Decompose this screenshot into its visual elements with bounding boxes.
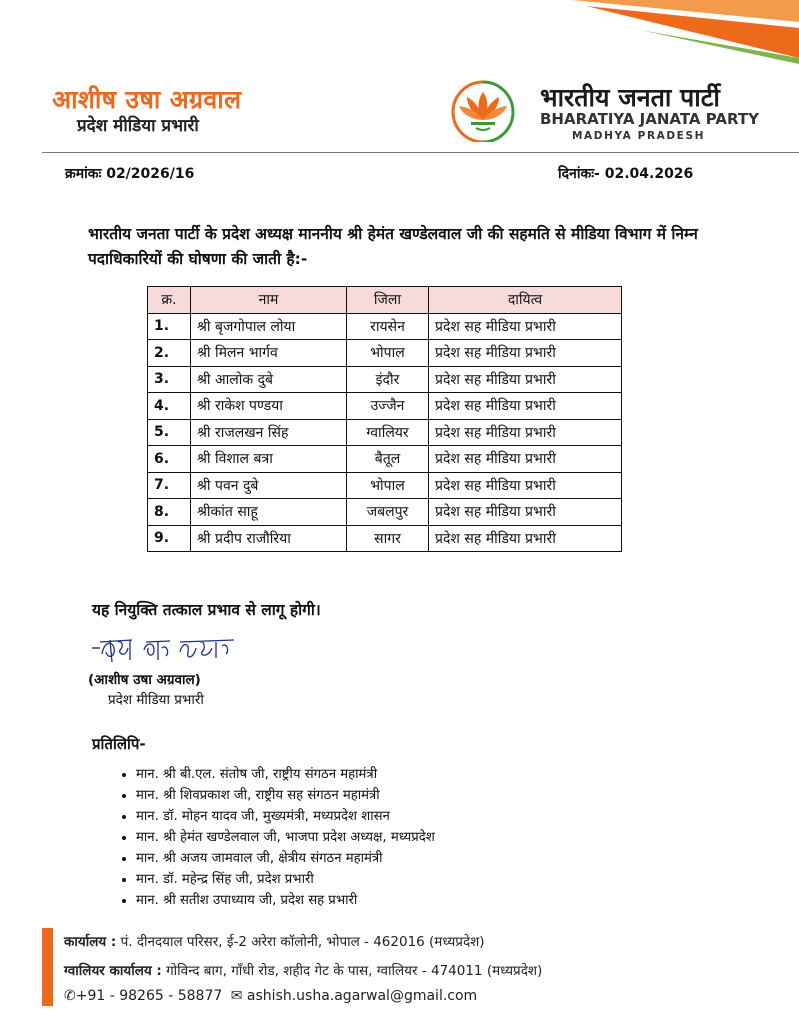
district-cell: ग्वालियर (347, 419, 429, 446)
table-row (148, 499, 622, 526)
name-cell: श्री आलोक दुबे (191, 366, 347, 393)
corner-stripe-decoration (0, 0, 799, 70)
table-row (148, 419, 622, 446)
serial-cell: 1. (148, 313, 191, 340)
header-divider (42, 152, 799, 153)
responsibility-cell: प्रदेश सह मीडिया प्रभारी (429, 313, 622, 340)
sender-title: प्रदेश मीडिया प्रभारी (77, 116, 199, 136)
table-row (148, 366, 622, 393)
table-row (148, 313, 622, 340)
gwalior-office-address-text: गोविन्द बाग, गाँधी रोड, शहीद गेट के पास, ग्वालियर - 474011 (मध्यप्रदेश) (166, 963, 543, 979)
name-cell: श्री विशाल बत्रा (191, 446, 347, 473)
list-item: • मान. श्री सतीश उपाध्याय जी, प्रदेश सह प्रभारी (136, 890, 435, 911)
office-label: कार्यालय : (64, 934, 117, 950)
office-address-text: पं. दीनदयाल परिसर, ई-2 अरेरा कॉलोनी, भोपाल - 462016 (मध्यप्रदेश) (120, 934, 485, 950)
email-icon: ✉ (230, 988, 243, 1004)
party-name-english: BHARATIYA JANATA PARTY (540, 110, 759, 128)
column-header-serial: क्र. (148, 287, 191, 314)
letter-date: दिनांकः- 02.04.2026 (558, 166, 694, 182)
effective-note: यह नियुक्ति तत्काल प्रभाव से लागू होगी। (92, 601, 321, 619)
name-cell: श्री प्रदीप राजौरिया (191, 525, 347, 552)
responsibility-cell: प्रदेश सह मीडिया प्रभारी (429, 393, 622, 420)
responsibility-cell: प्रदेश सह मीडिया प्रभारी (429, 340, 622, 367)
copy-recipient-list (112, 764, 435, 911)
signatory-title: प्रदेश मीडिया प्रभारी (108, 692, 204, 708)
party-name-hindi: भारतीय जनता पार्टी (540, 83, 720, 112)
responsibility-cell: प्रदेश सह मीडिया प्रभारी (429, 366, 622, 393)
district-cell: भोपाल (347, 340, 429, 367)
gwalior-office-address (64, 961, 542, 979)
serial-cell: 5. (148, 419, 191, 446)
list-item: • मान. श्री अजय जामवाल जी, क्षेत्रीय संगठन महामंत्री (136, 848, 435, 869)
district-cell: भोपाल (347, 472, 429, 499)
table-row (148, 446, 622, 473)
responsibility-cell: प्रदेश सह मीडिया प्रभारी (429, 525, 622, 552)
gwalior-office-label: ग्वालियर कार्यालय : (64, 963, 162, 979)
party-state: MADHYA PRADESH (572, 130, 706, 142)
list-item: • मान. श्री हेमंत खण्डेलवाल जी, भाजपा प्रदेश अध्यक्ष, मध्यप्रदेश (136, 827, 435, 848)
intro-paragraph: भारतीय जनता पार्टी के प्रदेश अध्यक्ष माननीय श्री हेमंत खण्डेलवाल जी की सहमति से मीडिया विभाग में निम्न पदाधिकारियों की घोषणा की जाती है:- (88, 225, 698, 268)
email-address[interactable]: ashish.usha.agarwal@gmail.com (246, 988, 478, 1004)
contact-line (64, 988, 477, 1004)
table-row (148, 472, 622, 499)
district-cell: रायसेन (347, 313, 429, 340)
name-cell: श्री राकेश पण्डया (191, 393, 347, 420)
responsibility-cell: प्रदेश सह मीडिया प्रभारी (429, 499, 622, 526)
serial-cell: 6. (148, 446, 191, 473)
responsibility-cell: प्रदेश सह मीडिया प्रभारी (429, 419, 622, 446)
name-cell: श्री बृजगोपाल लोया (191, 313, 347, 340)
appointees-table (147, 286, 622, 552)
table-header-row (148, 287, 622, 314)
table-row (148, 340, 622, 367)
reference-number: क्रमांकः 02/2026/16 (65, 166, 195, 182)
list-item: • मान. डॉ. महेन्द्र सिंह जी, प्रदेश प्रभारी (136, 869, 435, 890)
serial-cell: 8. (148, 499, 191, 526)
handwritten-signature (88, 634, 248, 668)
list-item: • मान. डॉ. मोहन यादव जी, मुख्यमंत्री, मध्यप्रदेश शासन (136, 806, 435, 827)
serial-cell: 9. (148, 525, 191, 552)
copy-heading: प्रतिलिपि- (92, 735, 146, 753)
column-header-responsibility: दायित्व (429, 287, 622, 314)
district-cell: जबलपुर (347, 499, 429, 526)
responsibility-cell: प्रदेश सह मीडिया प्रभारी (429, 472, 622, 499)
district-cell: उज्जैन (347, 393, 429, 420)
office-address (64, 932, 485, 950)
district-cell: सागर (347, 525, 429, 552)
serial-cell: 7. (148, 472, 191, 499)
list-item: • मान. श्री शिवप्रकाश जी, राष्ट्रीय सह संगठन महामंत्री (136, 785, 435, 806)
serial-cell: 2. (148, 340, 191, 367)
table-row (148, 393, 622, 420)
name-cell: श्री पवन दुबे (191, 472, 347, 499)
signatory-name: (आशीष उषा अग्रवाल) (88, 672, 201, 688)
column-header-name: नाम (191, 287, 347, 314)
sender-name: आशीष उषा अग्रवाल (52, 85, 242, 114)
list-item: • मान. श्री बी.एल. संतोष जी, राष्ट्रीय संगठन महामंत्री (136, 764, 435, 785)
district-cell: इंदौर (347, 366, 429, 393)
phone-icon: ✆ (64, 988, 76, 1004)
name-cell: श्री मिलन भार्गव (191, 340, 347, 367)
serial-cell: 3. (148, 366, 191, 393)
serial-cell: 4. (148, 393, 191, 420)
column-header-district: जिला (347, 287, 429, 314)
lotus-icon (446, 80, 520, 142)
phone-number[interactable]: +91 - 98265 - 58877 (75, 988, 223, 1004)
responsibility-cell: प्रदेश सह मीडिया प्रभारी (429, 446, 622, 473)
district-cell: बैतूल (347, 446, 429, 473)
name-cell: श्रीकांत साहू (191, 499, 347, 526)
footer-accent-bar (42, 928, 53, 1006)
table-row (148, 525, 622, 552)
name-cell: श्री राजलखन सिंह (191, 419, 347, 446)
